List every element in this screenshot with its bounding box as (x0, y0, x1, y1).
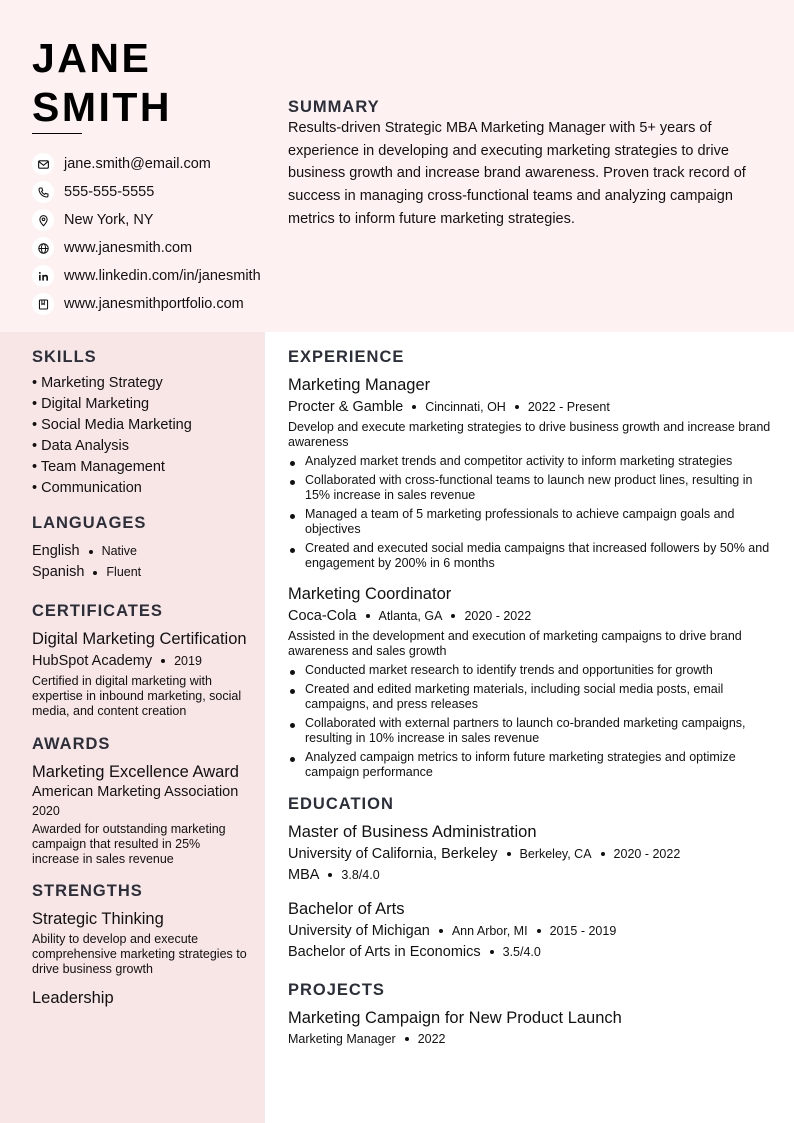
job-bullets (288, 454, 773, 571)
language-name: English (32, 543, 80, 559)
certificates-section (32, 601, 247, 719)
separator-dot (161, 659, 165, 663)
job-meta (288, 606, 773, 626)
contact-website[interactable] (32, 234, 292, 262)
portfolio-icon (32, 293, 54, 315)
separator-dot (366, 614, 370, 618)
strengths-section (32, 881, 247, 1008)
certificates-title: CERTIFICATES (32, 602, 163, 620)
education-field-row (288, 865, 773, 885)
experience-title: EXPERIENCE (288, 348, 405, 366)
education-entry (288, 899, 773, 962)
job-bullet: Created and edited marketing materials, including social media posts, email campaigns, and press releases (288, 682, 773, 712)
separator-dot (89, 550, 93, 554)
candidate-name (32, 34, 172, 132)
skill-item: • Digital Marketing (32, 396, 150, 412)
contact-location (32, 206, 292, 234)
strength-description: Ability to develop and execute comprehensive marketing strategies to drive business growth (32, 932, 247, 976)
contact-portfolio[interactable] (32, 290, 292, 318)
education-field-row (288, 942, 773, 962)
language-row (32, 562, 247, 583)
projects-section (288, 980, 773, 1049)
job-location: Cincinnati, OH (425, 400, 506, 414)
job-location: Atlanta, GA (378, 609, 443, 623)
education-field: Bachelor of Arts in Economics (288, 944, 481, 960)
job-meta (288, 397, 773, 417)
last-name: SMITH (32, 84, 173, 130)
language-name: Spanish (32, 564, 85, 580)
separator-dot (601, 852, 605, 856)
contact-linkedin-text: www.linkedin.com/in/janesmith (64, 268, 261, 284)
contact-phone-text: 555-555-5555 (64, 184, 155, 200)
strength-name: Strategic Thinking (32, 910, 164, 928)
summary-text: Results-driven Strategic MBA Marketing Manager with 5+ years of experience in developing and executing marketing strategies to drive business growth and increase brand awareness. Proven track record of success in managing cross-functional teams and analyzing campaign metrics to inform future marketing strategies. (288, 120, 746, 227)
language-level: Native (101, 544, 137, 558)
summary-title: SUMMARY (288, 98, 380, 116)
education-title: EDUCATION (288, 795, 394, 813)
award-issuer: American Marketing Association (32, 784, 239, 800)
contact-portfolio-text: www.janesmithportfolio.com (64, 296, 244, 312)
job-description: Assisted in the development and execution of marketing campaigns to drive brand awareness and sales growth (288, 629, 742, 658)
linkedin-icon (32, 265, 54, 287)
job-bullet: Collaborated with cross-functional teams to launch new product lines, resulting in 15% increase in sales revenue (288, 473, 773, 503)
location-icon (32, 209, 54, 231)
separator-dot (451, 614, 455, 618)
strength-name: Leadership (32, 989, 114, 1007)
separator-dot (537, 929, 541, 933)
job-bullet: Conducted market research to identify trends and opportunities for growth (288, 663, 773, 678)
job-description: Develop and execute marketing strategies to drive business growth and increase brand awareness (288, 420, 771, 449)
job-title: Marketing Manager (288, 376, 431, 394)
award-year: 2020 (32, 804, 60, 818)
contact-linkedin[interactable] (32, 262, 292, 290)
education-gpa: 3.8/4.0 (341, 868, 380, 882)
education-location: Berkeley, CA (519, 847, 592, 861)
awards-title: AWARDS (32, 735, 111, 753)
name-divider (32, 133, 82, 134)
language-row (32, 541, 247, 562)
separator-dot (93, 571, 97, 575)
education-section (288, 794, 773, 962)
separator-dot (515, 405, 519, 409)
skills-title: SKILLS (32, 348, 97, 366)
certificate-description: Certified in digital marketing with expertise in inbound marketing, social media, and content creation (32, 674, 242, 718)
phone-icon (32, 181, 54, 203)
job-entry (288, 375, 773, 571)
job-dates: 2022 - Present (527, 400, 610, 414)
education-gpa: 3.5/4.0 (502, 945, 541, 959)
education-degree: Master of Business Administration (288, 823, 537, 841)
project-role: Marketing Manager (288, 1032, 396, 1046)
job-bullet: Created and executed social media campaigns that increased followers by 50% and engagement by 200% in 6 months (288, 541, 773, 571)
education-field: MBA (288, 867, 320, 883)
job-bullet: Analyzed market trends and competitor activity to inform marketing strategies (288, 454, 773, 469)
certificate-year: 2019 (174, 654, 202, 668)
sidebar (32, 347, 247, 1008)
award-name: Marketing Excellence Award (32, 763, 239, 781)
certificate-issuer: HubSpot Academy (32, 653, 153, 669)
contact-list (32, 150, 292, 318)
strengths-title: STRENGTHS (32, 882, 143, 900)
projects-title: PROJECTS (288, 981, 385, 999)
languages-title: LANGUAGES (32, 514, 147, 532)
contact-phone[interactable] (32, 178, 292, 206)
certificate-name: Digital Marketing Certification (32, 630, 247, 648)
awards-section (32, 734, 247, 867)
project-meta (288, 1029, 773, 1049)
job-company: Procter & Gamble (288, 399, 404, 415)
education-entry (288, 822, 773, 885)
project-year: 2022 (417, 1032, 446, 1046)
education-school: University of California, Berkeley (288, 846, 498, 862)
skill-item: • Team Management (32, 459, 165, 475)
separator-dot (507, 852, 511, 856)
separator-dot (412, 405, 416, 409)
main-column (288, 347, 773, 1049)
mail-icon (32, 153, 54, 175)
job-bullets (288, 663, 773, 780)
experience-section (288, 347, 773, 780)
contact-email[interactable] (32, 150, 292, 178)
first-name: JANE (32, 35, 152, 81)
job-company: Coca-Cola (288, 608, 357, 624)
job-bullet: Collaborated with external partners to launch co-branded marketing campaigns, resulting in 10% increase in sales revenue (288, 716, 773, 746)
education-dates: 2020 - 2022 (613, 847, 681, 861)
separator-dot (439, 929, 443, 933)
education-school: University of Michigan (288, 923, 430, 939)
skills-section (32, 347, 247, 499)
skill-item: • Communication (32, 480, 142, 496)
education-meta (288, 844, 773, 864)
globe-icon (32, 237, 54, 259)
education-meta (288, 921, 773, 941)
job-entry (288, 584, 773, 780)
contact-website-text: www.janesmith.com (64, 240, 193, 256)
award-description: Awarded for outstanding marketing campaign that resulted in 25% increase in sales revenue (32, 822, 226, 866)
contact-location-text: New York, NY (64, 212, 154, 228)
certificate-meta (32, 651, 247, 671)
separator-dot (405, 1037, 409, 1041)
separator-dot (490, 950, 494, 954)
skill-item: • Social Media Marketing (32, 417, 192, 433)
contact-email-text: jane.smith@email.com (64, 156, 211, 172)
languages-section (32, 513, 247, 583)
education-location: Ann Arbor, MI (451, 924, 528, 938)
education-dates: 2015 - 2019 (549, 924, 617, 938)
job-bullet: Analyzed campaign metrics to inform future marketing strategies and optimize campaign performance (288, 750, 773, 780)
job-bullet: Managed a team of 5 marketing professionals to achieve campaign goals and objectives (288, 507, 773, 537)
summary-section (288, 97, 773, 231)
skill-item: • Marketing Strategy (32, 375, 163, 391)
language-level: Fluent (106, 565, 142, 579)
job-dates: 2020 - 2022 (464, 609, 532, 623)
education-degree: Bachelor of Arts (288, 900, 405, 918)
project-name: Marketing Campaign for New Product Launch (288, 1009, 622, 1027)
skill-item: • Data Analysis (32, 438, 129, 454)
separator-dot (328, 873, 332, 877)
job-title: Marketing Coordinator (288, 585, 452, 603)
